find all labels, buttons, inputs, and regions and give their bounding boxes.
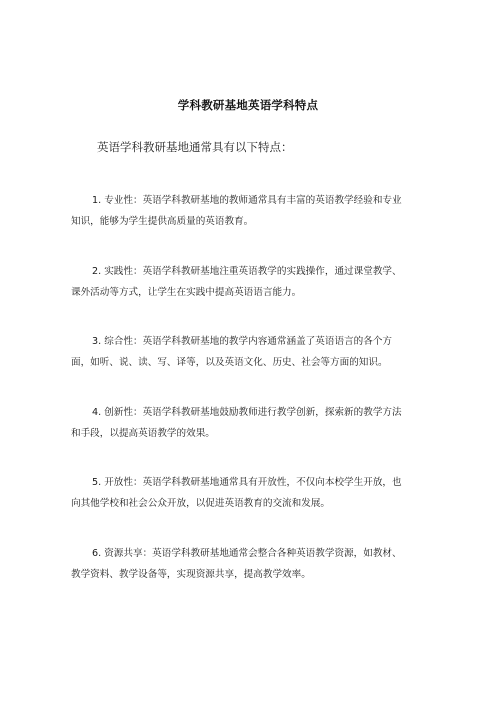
feature-item-line: 2. 实践性：英语学科教研基地注重英语教学的实践操作，通过课堂教学、: [92, 266, 402, 277]
feature-item-line: 1. 专业性：英语学科教研基地的教师通常具有丰富的英语教学经验和专业: [92, 195, 402, 206]
feature-item-line: 5. 开放性：英语学科教研基地通常具有开放性，不仅向本校学生开放，也: [92, 477, 402, 488]
feature-item-line: 6. 资源共享：英语学科教研基地通常会整合各种英语教学资源，如教材、: [92, 548, 402, 559]
feature-item-practical: [71, 261, 431, 303]
feature-item-innovative: [71, 402, 431, 444]
intro-paragraph: 英语学科教研基地通常具有以下特点：: [97, 140, 293, 154]
feature-item-line: 3. 综合性：英语学科教研基地的教学内容通常涵盖了英语语言的各个方: [92, 336, 393, 347]
feature-item-line: 和手段，以提高英语教学的效果。: [71, 428, 215, 439]
feature-item-line: 面，如听、说、读、写、译等，以及英语文化、历史、社会等方面的知识。: [71, 357, 388, 368]
feature-item-professional: [71, 190, 431, 232]
feature-item-line: 4. 创新性：英语学科教研基地鼓励教师进行教学创新，探索新的教学方法: [92, 407, 402, 418]
document-title: 学科教研基地英语学科特点: [177, 98, 319, 112]
feature-item-line: 课外活动等方式，让学生在实践中提高英语语言能力。: [71, 287, 302, 298]
feature-item-line: 向其他学校和社会公众开放，以促进英语教育的交流和发展。: [71, 498, 331, 509]
feature-item-open: [71, 472, 431, 514]
feature-item-comprehensive: [71, 331, 431, 373]
feature-item-line: 知识，能够为学生提供高质量的英语教育。: [71, 216, 254, 227]
feature-item-line: 教学资料、教学设备等，实现资源共享，提高教学效率。: [71, 569, 311, 580]
feature-item-resource-sharing: [71, 543, 431, 585]
